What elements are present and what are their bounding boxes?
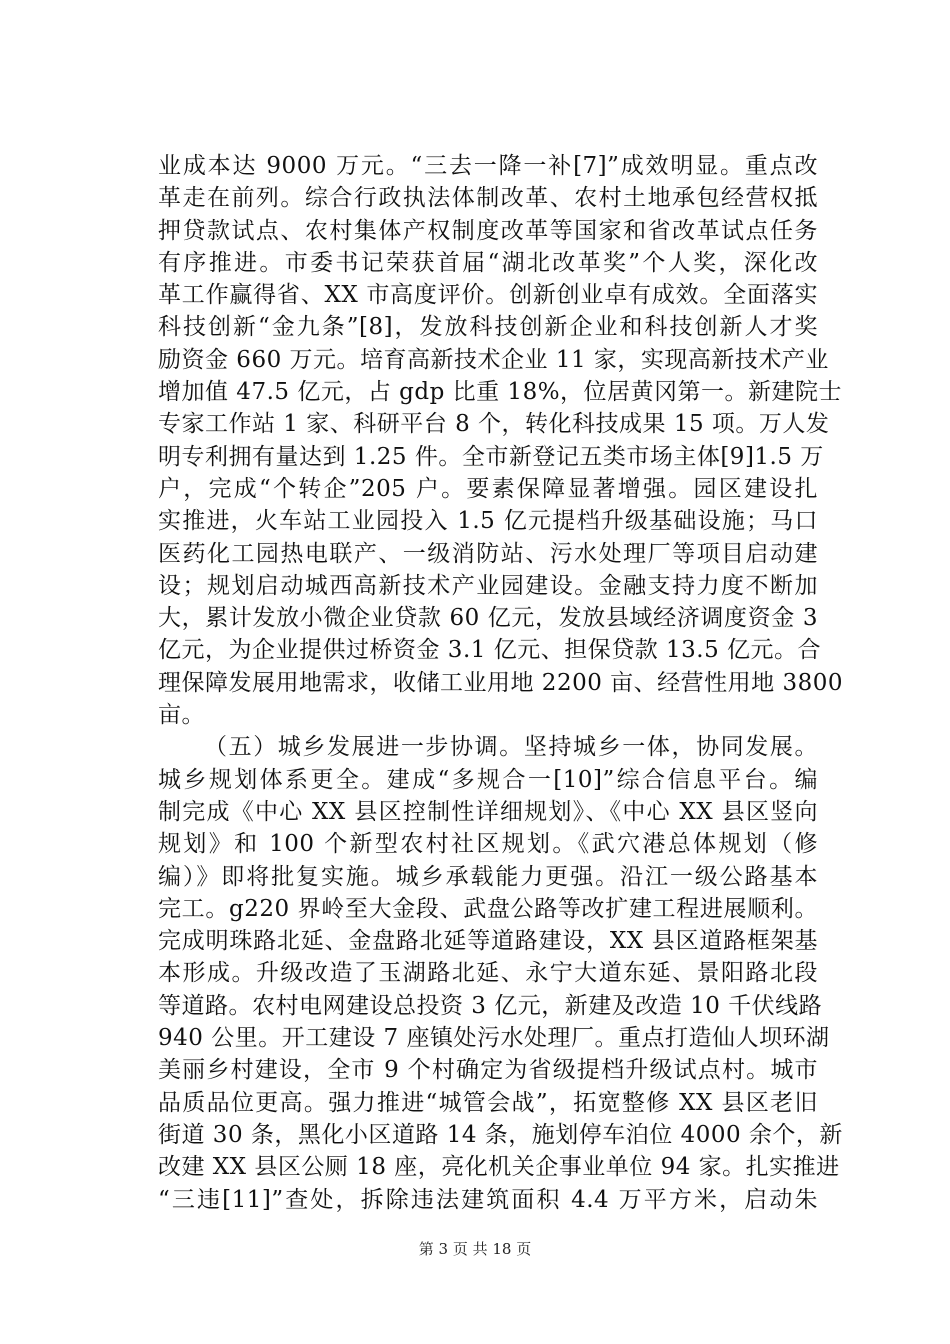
text-line: 规划》和 100 个新型农村社区规划。《武穴港总体规划（修 (158, 831, 818, 858)
text-line: 有序推进。市委书记荣获首届“湖北改革奖”个人奖，深化改 (158, 249, 818, 276)
text-line: 940 公里。开工建设 7 座镇处污水处理厂。重点打造仙人坝环湖 (158, 1025, 830, 1052)
text-line: 城乡规划体系更全。建成“多规合一[10]”综合信息平台。编 (158, 766, 818, 793)
text-line: 革走在前列。综合行政执法体制改革、农村土地承包经营权抵 (158, 185, 818, 212)
text-line: 亩。 (158, 702, 205, 729)
page-footer (0, 1238, 950, 1259)
text-line: 业成本达 9000 万元。“三去一降一补[7]”成效明显。重点改 (158, 153, 818, 179)
text-line: 编）》即将批复实施。城乡承载能力更强。沿江一级公路基本 (158, 863, 818, 890)
text-line: 大，累计发放小微企业贷款 60 亿元，发放县域经济调度资金 3 (158, 605, 818, 632)
text-line: 等道路。农村电网建设总投资 3 亿元，新建及改造 10 千伏线路 (158, 992, 823, 1019)
text-line: 户，完成“个转企”205 户。要素保障显著增强。园区建设扎 (158, 475, 818, 502)
text-line: 完成明珠路北延、金盘路北延等道路建设，XX 县区道路框架基 (158, 928, 818, 955)
text-line: 亿元，为企业提供过桥资金 3.1 亿元、担保贷款 13.5 亿元。合 (158, 637, 822, 664)
text-line: 制完成《中心 XX 县区控制性详细规划》、《中心 XX 县区竖向 (158, 798, 818, 825)
text-line: 本形成。升级改造了玉湖路北延、永宁大道东延、景阳路北段 (158, 960, 818, 987)
text-line: 专家工作站 1 家、科研平台 8 个，转化科技成果 15 项。万人发 (158, 411, 830, 438)
text-line: 完工。g220 界岭至大金段、武盘公路等改扩建工程进展顺利。 (158, 895, 818, 922)
text-line: 品质品位更高。强力推进“城管会战”，拓宽整修 XX 县区老旧 (158, 1089, 818, 1116)
text-line: “三违[11]”查处，拆除违法建筑面积 4.4 万平方米，启动朱 (158, 1186, 818, 1213)
text-line: 实推进，火车站工业园投入 1.5 亿元提档升级基础设施；马口 (158, 508, 818, 535)
text-line: 科技创新“金九条”[8]，发放科技创新企业和科技创新人才奖 (158, 314, 818, 341)
text-line: 改建 XX 县区公厕 18 座，亮化机关企事业单位 94 家。扎实推进 (158, 1154, 840, 1181)
text-line: 押贷款试点、农村集体产权制度改革等国家和省改革试点任务 (158, 217, 818, 244)
text-line: 理保障发展用地需求，收储工业用地 2200 亩、经营性用地 3800 (158, 669, 843, 696)
text-line: 美丽乡村建设，全市 9 个村确定为省级提档升级试点村。城市 (158, 1057, 818, 1084)
text-line: 励资金 660 万元。培育高新技术企业 11 家，实现高新技术产业 (158, 346, 829, 373)
text-line: 明专利拥有量达到 1.25 件。全市新登记五类市场主体[9]1.5 万 (158, 443, 824, 470)
text-line: 设；规划启动城西高新技术产业园建设。金融支持力度不断加 (158, 572, 818, 599)
body-text (158, 150, 843, 1216)
text-line: 街道 30 条，黑化小区道路 14 条，施划停车泊位 4000 余个，新 (158, 1121, 843, 1148)
text-line: 革工作赢得省、XX 市高度评价。创新创业卓有成效。全面落实 (158, 282, 818, 309)
paragraph-heading-line: （五）城乡发展进一步协调。坚持城乡一体，协同发展。 (204, 734, 818, 761)
page-number-label: 第 3 页 共 18 页 (418, 1240, 532, 1258)
text-line: 医药化工园热电联产、一级消防站、污水处理厂等项目启动建 (158, 540, 818, 567)
text-line: 增加值 47.5 亿元，占 gdp 比重 18%，位居黄冈第一。新建院士 (158, 379, 843, 406)
